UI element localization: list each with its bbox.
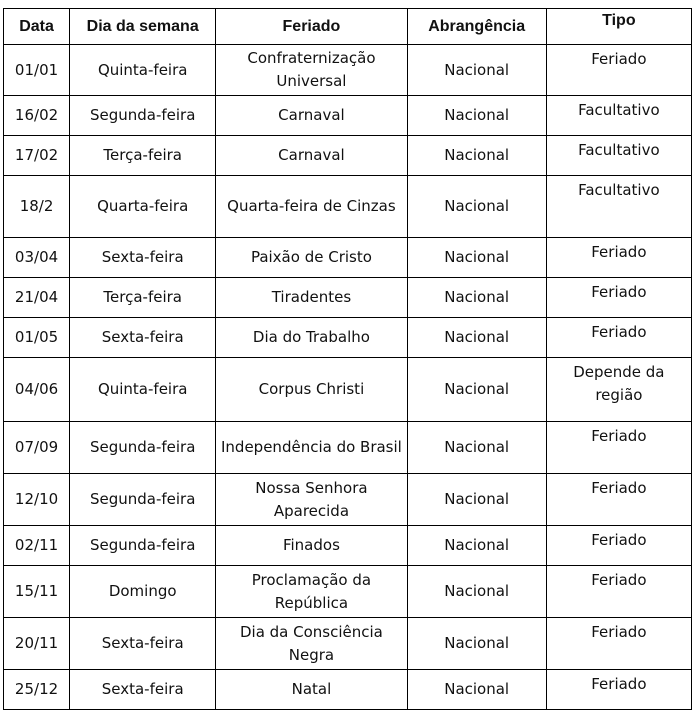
cell-tipo: Depende da região [546, 358, 691, 422]
cell-data: 20/11 [4, 618, 70, 670]
cell-abrangencia: Nacional [407, 278, 546, 318]
holiday-table [3, 8, 692, 710]
cell-dia-da-semana: Sexta-feira [70, 670, 216, 710]
cell-tipo: Feriado [546, 526, 691, 566]
cell-feriado: Corpus Christi [216, 358, 407, 422]
cell-abrangencia: Nacional [407, 526, 546, 566]
cell-tipo: Facultativo [546, 176, 691, 238]
cell-abrangencia: Nacional [407, 474, 546, 526]
cell-data: 01/05 [4, 318, 70, 358]
cell-dia-da-semana: Terça-feira [70, 278, 216, 318]
header-abrangencia: Abrangência [407, 9, 546, 45]
header-feriado: Feriado [216, 9, 407, 45]
cell-data: 01/01 [4, 45, 70, 96]
table-row [4, 238, 692, 278]
cell-feriado: Carnaval [216, 136, 407, 176]
cell-dia-da-semana: Quinta-feira [70, 45, 216, 96]
cell-feriado: Dia do Trabalho [216, 318, 407, 358]
cell-tipo: Feriado [546, 618, 691, 670]
table-row [4, 45, 692, 96]
header-tipo: Tipo [546, 9, 691, 45]
cell-abrangencia: Nacional [407, 670, 546, 710]
cell-dia-da-semana: Sexta-feira [70, 238, 216, 278]
table-row [4, 670, 692, 710]
cell-data: 25/12 [4, 670, 70, 710]
cell-abrangencia: Nacional [407, 238, 546, 278]
cell-abrangencia: Nacional [407, 45, 546, 96]
cell-tipo: Feriado [546, 318, 691, 358]
cell-data: 02/11 [4, 526, 70, 566]
cell-dia-da-semana: Segunda-feira [70, 422, 216, 474]
table-row [4, 176, 692, 238]
cell-feriado: Proclamação da República [216, 566, 407, 618]
cell-feriado: Natal [216, 670, 407, 710]
cell-tipo: Feriado [546, 45, 691, 96]
cell-data: 16/02 [4, 96, 70, 136]
cell-feriado: Tiradentes [216, 278, 407, 318]
cell-tipo: Feriado [546, 474, 691, 526]
cell-feriado: Quarta-feira de Cinzas [216, 176, 407, 238]
table-row [4, 566, 692, 618]
table-body [4, 45, 692, 710]
cell-abrangencia: Nacional [407, 176, 546, 238]
cell-abrangencia: Nacional [407, 618, 546, 670]
cell-abrangencia: Nacional [407, 422, 546, 474]
holiday-table-container [3, 8, 692, 710]
cell-feriado: Paixão de Cristo [216, 238, 407, 278]
cell-dia-da-semana: Terça-feira [70, 136, 216, 176]
cell-data: 18/2 [4, 176, 70, 238]
cell-dia-da-semana: Segunda-feira [70, 526, 216, 566]
cell-abrangencia: Nacional [407, 136, 546, 176]
cell-tipo: Feriado [546, 422, 691, 474]
table-row [4, 318, 692, 358]
cell-abrangencia: Nacional [407, 318, 546, 358]
table-row [4, 422, 692, 474]
table-row [4, 96, 692, 136]
header-dia-da-semana: Dia da semana [70, 9, 216, 45]
cell-data: 15/11 [4, 566, 70, 618]
cell-abrangencia: Nacional [407, 566, 546, 618]
cell-dia-da-semana: Segunda-feira [70, 474, 216, 526]
cell-data: 07/09 [4, 422, 70, 474]
cell-feriado: Independência do Brasil [216, 422, 407, 474]
table-row [4, 474, 692, 526]
cell-dia-da-semana: Quarta-feira [70, 176, 216, 238]
cell-dia-da-semana: Quinta-feira [70, 358, 216, 422]
cell-feriado: Finados [216, 526, 407, 566]
cell-data: 17/02 [4, 136, 70, 176]
cell-tipo: Facultativo [546, 96, 691, 136]
header-row [4, 9, 692, 45]
cell-tipo: Feriado [546, 238, 691, 278]
cell-abrangencia: Nacional [407, 358, 546, 422]
cell-dia-da-semana: Sexta-feira [70, 618, 216, 670]
table-row [4, 278, 692, 318]
table-row [4, 526, 692, 566]
cell-abrangencia: Nacional [407, 96, 546, 136]
table-row [4, 618, 692, 670]
cell-tipo: Feriado [546, 278, 691, 318]
table-row [4, 136, 692, 176]
cell-data: 21/04 [4, 278, 70, 318]
cell-data: 04/06 [4, 358, 70, 422]
cell-tipo: Facultativo [546, 136, 691, 176]
cell-feriado: Confraternização Universal [216, 45, 407, 96]
cell-feriado: Dia da Consciência Negra [216, 618, 407, 670]
cell-feriado: Nossa Senhora Aparecida [216, 474, 407, 526]
cell-tipo: Feriado [546, 670, 691, 710]
cell-tipo: Feriado [546, 566, 691, 618]
cell-dia-da-semana: Segunda-feira [70, 96, 216, 136]
cell-feriado: Carnaval [216, 96, 407, 136]
table-row [4, 358, 692, 422]
cell-dia-da-semana: Sexta-feira [70, 318, 216, 358]
cell-dia-da-semana: Domingo [70, 566, 216, 618]
header-data: Data [4, 9, 70, 45]
cell-data: 12/10 [4, 474, 70, 526]
cell-data: 03/04 [4, 238, 70, 278]
